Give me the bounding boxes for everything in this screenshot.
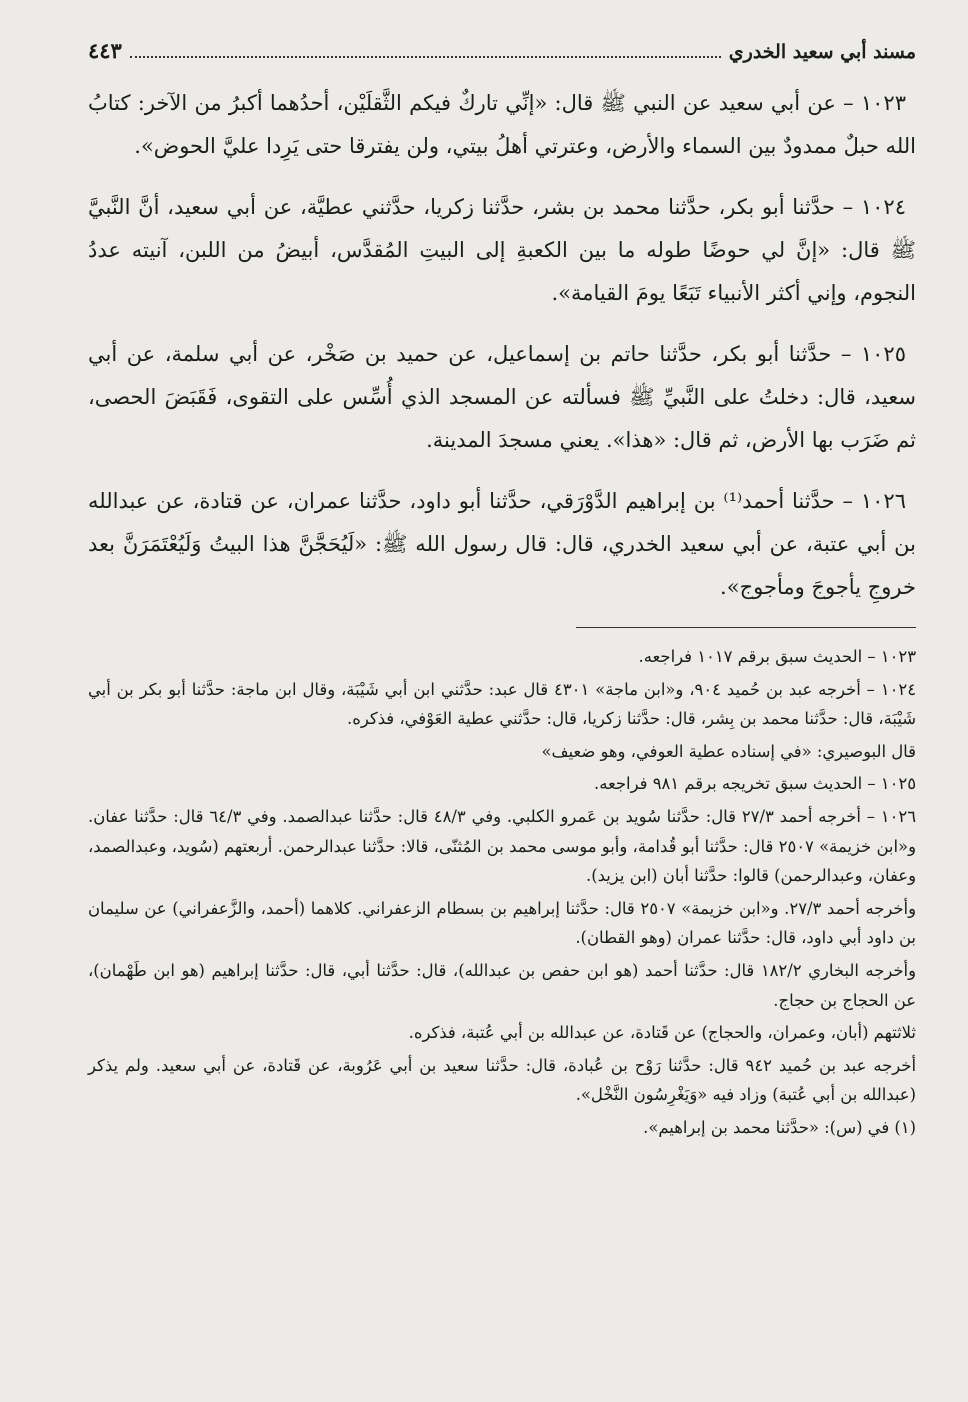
hadith-1023: ١٠٢٣ – عن أبي سعيد عن النبي ﷺ قال: «إنِّي تاركٌ فيكم الثَّقلَيْن، أحدُهما أكبرُ من الآخر: كتابُ الله حبلٌ ممدودٌ بين السماء والأرض، وعترتي أهلُ بيتي، ولن يفترقا حتى يَرِدا عليَّ الحوض». bbox=[88, 91, 916, 158]
footnotes bbox=[88, 642, 916, 1143]
note-1025: ١٠٢٥ – الحديث سبق تخريجه برقم ٩٨١ فراجعه. bbox=[594, 774, 916, 794]
note-1026-ibn-khuzaymah: وأخرجه أحمد ٢٧/٣. و«ابن خزيمة» ٢٥٠٧ قال: حدَّثنا إبراهيم بن بسطام الزعفراني. كلاهما (أحمد، والزَّعفراني) عن سليمان بن داود أبي داود، قال: حدَّثنا عمران (وهو القطان). bbox=[88, 898, 917, 948]
page-number: ٤٤٣ bbox=[88, 38, 122, 63]
main-text bbox=[88, 82, 916, 609]
hadith-1024: ١٠٢٤ – حدَّثنا أبو بكر، حدَّثنا محمد بن بشر، حدَّثنا زكريا، حدَّثني عطيَّة، عن أبي سعيد، أنَّ النَّبيَّ ﷺ قال: «إنَّ لي حوضًا طوله ما بين الكعبةِ إلى البيتِ المُقدَّس، أبيضُ من اللبن، آنيته عددُ النجوم، وإني أكثر الأنبياء تَبَعًا يومَ القيامة». bbox=[88, 195, 916, 305]
running-header bbox=[88, 38, 916, 82]
hadith-1026: ١٠٢٦ – حدَّثنا أحمد⁽¹⁾ بن إبراهيم الدَّوْرَقي، حدَّثنا أبو داود، حدَّثنا عمران، عن قتادة، عن عبدالله بن أبي عتبة، عن أبي سعيد الخدري، قال: قال رسول الله ﷺ: «لَيُحَجَّنَّ هذا البيتُ وَلَيُعْتَمَرَنَّ بعد خروجِ يأجوجَ ومأجوج». bbox=[88, 489, 916, 599]
hadith-1025: ١٠٢٥ – حدَّثنا أبو بكر، حدَّثنا حاتم بن إسماعيل، عن حميد بن صَخْر، عن أبي سلمة، عن أبي سعيد، قال: دخلتُ على النَّبيِّ ﷺ فسألته عن المسجد الذي أُسِّس على التقوى، فَقَبَضَ الحصى، ثم ضَرَب بها الأرض، ثم قال: «هذا». يعني مسجدَ المدينة. bbox=[88, 342, 916, 452]
footnote-1: (١) في (س): «حدَّثنا محمد بن إبراهيم». bbox=[643, 1117, 916, 1137]
header-dot-leader bbox=[130, 42, 721, 58]
note-1026-abd-ibn-humayd: أخرجه عبد بن حُميد ٩٤٢ قال: حدَّثنا رَوْح بن عُبادة، قال: حدَّثنا سعيد بن أبي عَرُوبة، عن قَتادة، عن أبي سعيد. ولم يذكر (عبدالله بن أبي عُتبة) وزاد فيه «وَيَغْرِسُون النَّخْل». bbox=[88, 1055, 916, 1105]
note-1024-busiri: قال البوصيري: «في إسناده عطية العوفي، وهو ضعيف» bbox=[541, 741, 916, 761]
note-1026-bukhari: وأخرجه البخاري ١٨٢/٢ قال: حدَّثنا أحمد (هو ابن حفص بن عبدالله)، قال: حدَّثنا أبي، قال: حدَّثنا إبراهيم (هو ابن طَهْمان)، عن الحجاج بن حجاج. bbox=[88, 960, 916, 1010]
note-1024: ١٠٢٤ – أخرجه عبد بن حُميد ٩٠٤، و«ابن ماجة» ٤٣٠١ قال عبد: حدَّثني ابن أبي شَيْبَة، وقال ابن ماجة: حدَّثنا أبو بكر بن أبي شَيْبَة، قال: حدَّثنا محمد بن بِشر، قال: حدَّثنا زكريا، قال: حدَّثني عطية العَوْفي، فذكره. bbox=[88, 679, 917, 729]
header-title: مسند أبي سعيد الخدري bbox=[728, 41, 916, 63]
footnote-divider bbox=[576, 627, 916, 628]
note-1023: ١٠٢٣ – الحديث سبق برقم ١٠١٧ فراجعه. bbox=[638, 647, 916, 666]
note-1026-summary: ثلاثتهم (أبان، وعمران، والحجاج) عن قَتادة، عن عبدالله بن أبي عُتبة، فذكره. bbox=[408, 1023, 916, 1043]
note-1026: ١٠٢٦ – أخرجه أحمد ٢٧/٣ قال: حدَّثنا سُويد بن عَمرو الكلبي. وفي ٤٨/٣ قال: حدَّثنا عبدالصمد. وفي ٦٤/٣ قال: حدَّثنا عفان. و«ابن خزيمة» ٢٥٠٧ قال: حدَّثنا أبو قُدامة، وأبو موسى محمد بن المُثنّى، قالا: حدَّثنا عبدالرحمن. أربعتهم (سُويد، وعبدالصمد، وعفان، وعبدالرحمن) قالوا: حدَّثنا أبان (ابن يزيد). bbox=[88, 806, 916, 886]
